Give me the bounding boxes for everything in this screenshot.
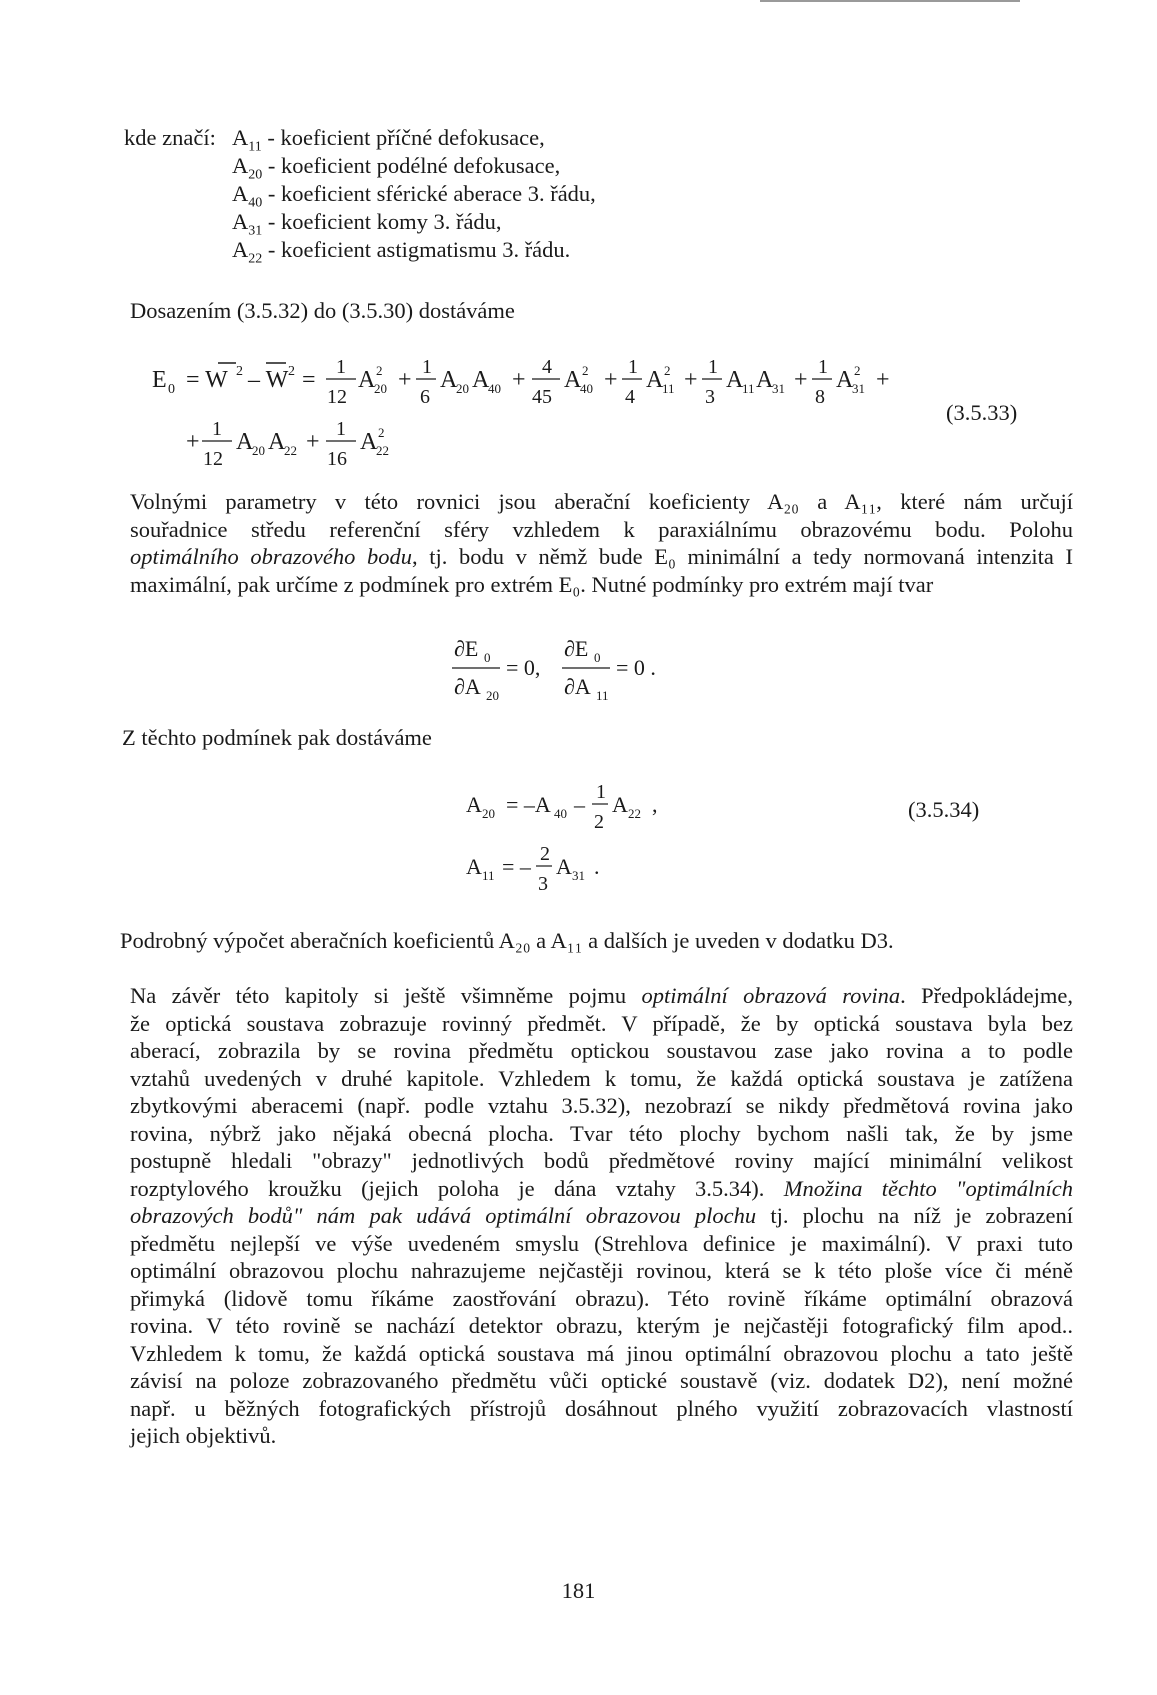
- text-line: vztahů uvedených v druhé kapitole. Vzhledem k tomu, že každá optická soustava je zatížena: [130, 1065, 1073, 1091]
- legend-item: $A_{22}$ - koeficient astigmatismu 3. řádu.: [232, 237, 571, 267]
- svg-text:A: A: [360, 429, 378, 455]
- scan-edge-line: [760, 0, 1020, 2]
- svg-text:12: 12: [203, 448, 223, 470]
- svg-text:22: 22: [284, 443, 297, 458]
- svg-text:0: 0: [594, 650, 601, 665]
- text-line: optimální obrazovou plochu nahrazujeme nejčastěji rovinou, která se k této ploše více či méně: [130, 1258, 1073, 1283]
- svg-text:20: 20: [482, 806, 495, 821]
- svg-text:1: 1: [336, 356, 346, 378]
- text-line: rozptylového kroužku (jejich poloha je dána vztahy 3.5.34). Množina těchto "optimálních: [130, 1175, 1073, 1201]
- paragraph: [130, 982, 1073, 1450]
- svg-text:A: A: [646, 367, 664, 393]
- svg-text:A: A: [556, 854, 572, 879]
- svg-text:= 0,: = 0,: [506, 655, 541, 680]
- legend-item: $A_{20}$ - koeficient podélné defokusace,: [232, 153, 561, 183]
- legend-item: $A_{40}$ - koeficient sférické aberace 3. řádu,: [232, 181, 596, 211]
- equation-3-5-33: [150, 345, 930, 475]
- svg-text:+: +: [684, 367, 698, 393]
- svg-text:2: 2: [378, 425, 385, 440]
- text-line: přimyká (lidově tomu říkáme zaostřování obrazu). Této rovině říkáme optimální obrazová: [130, 1285, 1073, 1311]
- svg-text:20: 20: [252, 443, 265, 458]
- svg-text:3: 3: [705, 386, 715, 408]
- legend-intro: kde značí:: [124, 125, 216, 150]
- svg-text:A: A: [268, 429, 286, 455]
- svg-text:2: 2: [582, 363, 589, 378]
- svg-text:A: A: [236, 429, 254, 455]
- svg-text:0: 0: [484, 650, 491, 665]
- svg-text:A: A: [440, 367, 458, 393]
- svg-text:= 0 .: = 0 .: [616, 655, 656, 680]
- svg-text:22: 22: [376, 443, 389, 458]
- svg-text:1: 1: [628, 356, 638, 378]
- legend-item: $A_{31}$ - koeficient komy 3. řádu,: [232, 209, 502, 239]
- svg-text:∂E: ∂E: [564, 636, 589, 661]
- text-line: jejich objektivů.: [130, 1423, 277, 1448]
- svg-text:22: 22: [628, 806, 641, 821]
- text-line: souřadnice středu referenční sféry vzhledem k paraxiálnímu obrazovému bodu. Polohu: [130, 516, 1073, 542]
- text-line: zbytkovými aberacemi (např. podle vztahu 3.5.32), nezobrazí se nikdy předmětová rovina jako: [130, 1093, 1073, 1118]
- svg-text:∂A: ∂A: [454, 674, 481, 699]
- svg-text:16: 16: [327, 448, 347, 470]
- italic-term: obrazových bodů" nám pak udává optimální obrazovou plochu: [130, 1203, 757, 1228]
- svg-text:A: A: [612, 792, 628, 817]
- svg-text:2: 2: [288, 364, 295, 379]
- svg-text:,: ,: [652, 792, 658, 817]
- text-line: rovina. V této rovině se nachází detektor obrazu, kterým je nejčastěji fotografický film apod..: [130, 1313, 1073, 1338]
- svg-text:A: A: [466, 792, 482, 817]
- svg-text:A: A: [756, 367, 774, 393]
- svg-text:+: +: [306, 429, 320, 455]
- svg-text:4: 4: [542, 356, 552, 378]
- svg-text:A: A: [726, 367, 744, 393]
- svg-text:E: E: [152, 367, 167, 393]
- svg-text:1: 1: [596, 781, 606, 803]
- svg-text:=: =: [302, 367, 316, 393]
- italic-term: optimálního obrazového bodu: [130, 544, 412, 569]
- text-line: závisí na poloze zobrazovaného předmětu vůči optické soustavě (viz. dodatek D2), není možné: [130, 1368, 1073, 1393]
- svg-text:– W: – W: [248, 367, 289, 393]
- svg-text:–: –: [574, 792, 585, 817]
- svg-text:2: 2: [236, 364, 243, 379]
- svg-text:31: 31: [572, 868, 585, 883]
- conditions-intro: Z těchto podmínek pak dostáváme: [122, 725, 432, 750]
- text-line: Na závěr této kapitoly si ještě všimněme pojmu optimální obrazová rovina. Předpokládejme,: [130, 983, 1073, 1008]
- svg-text:∂A: ∂A: [564, 674, 591, 699]
- svg-text:1: 1: [212, 418, 222, 440]
- svg-text:+: +: [512, 367, 526, 393]
- svg-text:2: 2: [854, 363, 861, 378]
- svg-text:11: 11: [482, 868, 495, 883]
- text-line: např. u běžných fotografických přístrojů dosáhnout plného využití zobrazovacích vlastností: [130, 1395, 1073, 1421]
- svg-text:12: 12: [327, 386, 347, 408]
- text-line: postupně hledali "obrazy" jednotlivých bodů předmětové roviny mající minimální velikost: [130, 1148, 1073, 1173]
- svg-text:1: 1: [422, 356, 432, 378]
- svg-text:∂E: ∂E: [454, 636, 479, 661]
- text-line: Vzhledem k tomu, že každá optická soustava má jinou optimální obrazovou plochu a tato ještě: [130, 1340, 1073, 1366]
- svg-text:A: A: [564, 367, 582, 393]
- italic-term: optimální obrazová rovina: [641, 983, 901, 1008]
- svg-text:2: 2: [594, 811, 604, 833]
- svg-text:11: 11: [742, 381, 755, 396]
- svg-text:20: 20: [374, 381, 387, 396]
- svg-text:A: A: [466, 854, 482, 879]
- svg-text:6: 6: [420, 386, 430, 408]
- svg-text:+: +: [398, 367, 412, 393]
- svg-text:40: 40: [488, 381, 501, 396]
- svg-text:4: 4: [625, 386, 635, 408]
- extremum-conditions: [450, 632, 690, 712]
- svg-text:2: 2: [540, 843, 550, 865]
- svg-text:1: 1: [818, 356, 828, 378]
- text-line: že optická soustava zobrazuje rovinný předmět. V případě, že by optická soustava byla bez: [130, 1010, 1073, 1036]
- page-number: 181: [561, 1578, 596, 1603]
- text-line: aberací, zobrazila by se rovina předmětu optickou soustavou zase jako rovina a to podle: [130, 1038, 1073, 1063]
- svg-text:= –A: = –A: [506, 792, 551, 817]
- svg-text:= –: = –: [502, 854, 531, 879]
- svg-text:40: 40: [554, 806, 567, 821]
- svg-text:A: A: [472, 367, 490, 393]
- text-line: předmětu nejlepší ve výše uvedeném smyslu (Strehlova definice je maximální). V praxi tuto: [130, 1230, 1073, 1256]
- italic-term: Množina těchto "optimálních: [783, 1175, 1073, 1201]
- equation-3-5-34: [462, 770, 702, 900]
- paragraph: [130, 488, 1073, 598]
- equation-number: (3.5.33): [946, 400, 1018, 425]
- svg-text:A: A: [836, 367, 854, 393]
- svg-text:20: 20: [486, 688, 499, 703]
- svg-text:0: 0: [168, 382, 175, 397]
- text-line: optimálního obrazového bodu, tj. bodu v němž bude E₀ minimální a tedy normovaná intenzita I: [130, 544, 1073, 569]
- svg-text:2: 2: [664, 363, 671, 378]
- svg-text:A: A: [358, 367, 376, 393]
- svg-text:8: 8: [815, 386, 825, 408]
- text-line: maximální, pak určíme z podmínek pro extrém E₀. Nutné podmínky pro extrém mají tvar: [130, 571, 934, 597]
- svg-text:20: 20: [456, 381, 469, 396]
- svg-text:+: +: [794, 367, 808, 393]
- detail-line: Podrobný výpočet aberačních koeficientů A₂₀ a A₁₁ a dalších je uveden v dodatku D3.: [120, 928, 894, 953]
- substitution-line: Dosazením (3.5.32) do (3.5.30) dostáváme: [130, 298, 515, 323]
- svg-text:+: +: [186, 429, 200, 455]
- text-line: rovina, nýbrž jako nějaká obecná plocha. Tvar této plochy bychom našli tak, že by jsme: [130, 1120, 1073, 1146]
- svg-text:.: .: [594, 854, 600, 879]
- svg-text:3: 3: [538, 873, 548, 895]
- legend-item: $A_{11}$ - koeficient příčné defokusace,: [232, 125, 545, 155]
- equation-number: (3.5.34): [908, 797, 980, 822]
- svg-text:31: 31: [852, 381, 865, 396]
- text-line: Volnými parametry v této rovnici jsou aberační koeficienty A₂₀ a A₁₁, které nám určují: [130, 489, 1073, 514]
- svg-text:2: 2: [376, 363, 383, 378]
- svg-text:45: 45: [532, 386, 552, 408]
- svg-text:= W: = W: [186, 367, 228, 393]
- svg-text:+: +: [604, 367, 618, 393]
- svg-text:31: 31: [772, 381, 785, 396]
- svg-text:11: 11: [596, 688, 609, 703]
- svg-text:40: 40: [580, 381, 593, 396]
- svg-text:11: 11: [662, 381, 675, 396]
- text-line: obrazových bodů" nám pak udává optimální obrazovou plochu tj. plochu na níž je zobrazení: [130, 1203, 1073, 1228]
- svg-text:1: 1: [336, 418, 346, 440]
- svg-text:1: 1: [708, 356, 718, 378]
- svg-text:+: +: [876, 367, 890, 393]
